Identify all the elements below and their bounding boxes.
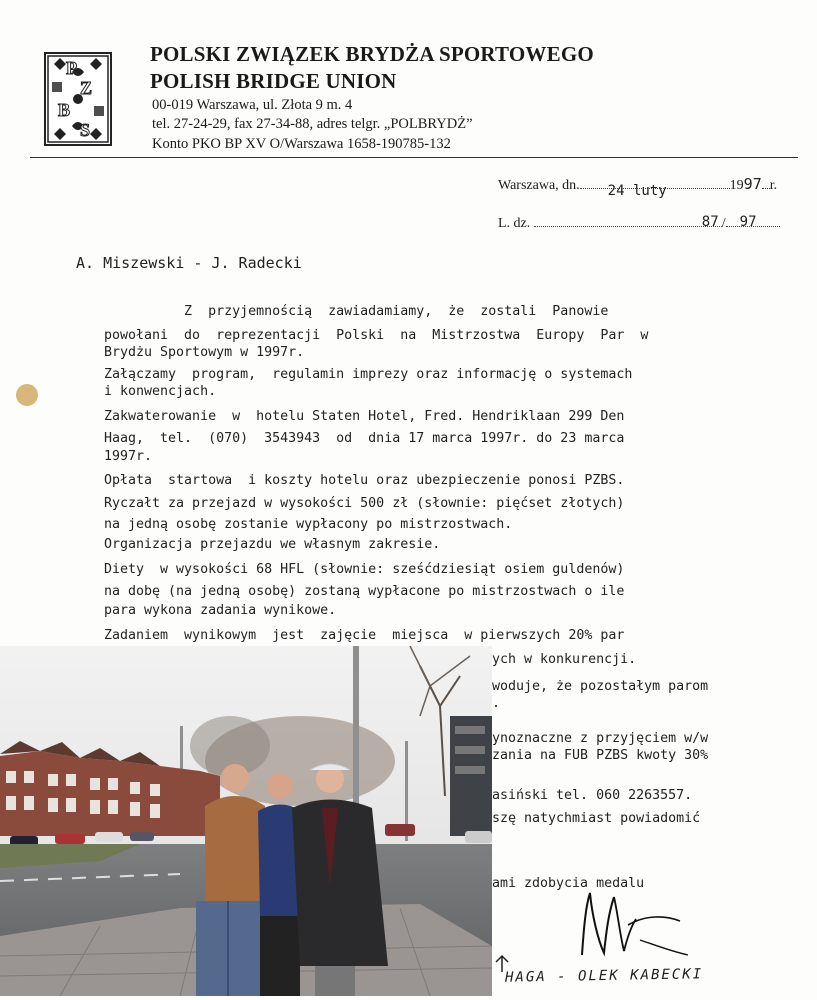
handwritten-caption: HAGA - OLEK KABECKI xyxy=(504,966,704,986)
partial-line: . xyxy=(492,696,501,711)
street-photo xyxy=(0,646,492,996)
body-line: Zakwaterowanie w hotelu Staten Hotel, Fred. Hendriklaan 299 Den xyxy=(104,409,625,424)
logo-letter-b: B xyxy=(58,100,71,120)
recipients: A. Miszewski - J. Radecki xyxy=(76,254,302,272)
partial-line: szę natychmiast powiadomić xyxy=(492,811,701,826)
date-year-prefix: 19 xyxy=(729,178,744,193)
date-year: 97 xyxy=(743,175,762,193)
partial-line: asiński tel. 060 2263557. xyxy=(492,788,693,803)
date-line xyxy=(498,175,778,199)
body-line: Brydżu Sportowym w 1997r. xyxy=(104,345,305,360)
date-year-end: r. xyxy=(769,178,778,193)
body-line: Diety w wysokości 68 HFL (słownie: sześćdziesiąt osiem guldenów) xyxy=(104,562,625,577)
body-line: powołani do reprezentacji Polski na Mistrzostwa Europy Par w xyxy=(104,328,649,343)
body-line: Haag, tel. (070) 3543943 od dnia 17 marca 1997r. do 23 marca xyxy=(104,431,625,446)
reference-number: 87 xyxy=(701,214,719,230)
date-day-month: 24 luty xyxy=(607,183,667,199)
date-place: Warszawa, dn. xyxy=(498,178,580,193)
reference-line: L. dz. 87 / 97 xyxy=(498,216,780,232)
org-name-english: POLISH BRIDGE UNION xyxy=(150,69,397,93)
org-contact: tel. 27-24-29, fax 27-34-88, adres telgr. „POLBRYDŻ” xyxy=(152,116,473,132)
body-line: na dobę (na jedną osobę) zostaną wypłacone po mistrzostwach o ile xyxy=(104,584,625,599)
pzbs-logo xyxy=(44,52,112,146)
partial-line: woduje, że pozostałym parom xyxy=(492,679,709,694)
logo-letter-z: Z xyxy=(80,78,93,98)
org-bank-account: Konto PKO BP XV O/Warszawa 1658-190785-132 xyxy=(152,136,451,152)
partial-line: ami zdobycia medalu xyxy=(492,876,645,891)
signature xyxy=(570,885,700,965)
partial-line: zania na FUB PZBS kwoty 30% xyxy=(492,748,709,763)
header-divider xyxy=(30,157,798,158)
body-line: i konwencjach. xyxy=(104,384,217,399)
body-line: Zadaniem wynikowym jest zajęcie miejsca w pierwszych 20% par xyxy=(104,628,625,643)
partial-line: ynoznaczne z przyjęciem w/w xyxy=(492,731,709,746)
punch-hole xyxy=(16,384,38,406)
body-line: para wykona zadania wynikowe. xyxy=(104,603,337,618)
reference-prefix: L. dz. xyxy=(498,216,531,231)
body-line: Organizacja przejazdu we własnym zakresie. xyxy=(104,537,441,552)
org-name-polish: POLSKI ZWIĄZEK BRYDŻA SPORTOWEGO xyxy=(150,42,594,66)
body-line: Opłata startowa i koszty hotelu oraz ubezpieczenie ponosi PZBS. xyxy=(104,473,625,488)
logo-letter-p: P xyxy=(66,58,77,78)
body-line: Załączamy program, regulamin imprezy oraz informację o systemach xyxy=(104,367,633,382)
org-address: 00-019 Warszawa, ul. Złota 9 m. 4 xyxy=(152,97,353,113)
body-line: 1997r. xyxy=(104,449,153,464)
body-line: Ryczałt za przejazd w wysokości 500 zł (słownie: pięćset złotych) xyxy=(104,496,625,511)
logo-letter-s: S xyxy=(80,120,91,140)
reference-year: 97 xyxy=(739,214,757,230)
body-line: Z przyjemnością zawiadamiamy, że zostali Panowie xyxy=(104,304,609,319)
partial-line: ych w konkurencji. xyxy=(492,652,637,667)
body-line: na jedną osobę zostanie wypłacony po mistrzostwach. xyxy=(104,517,513,532)
